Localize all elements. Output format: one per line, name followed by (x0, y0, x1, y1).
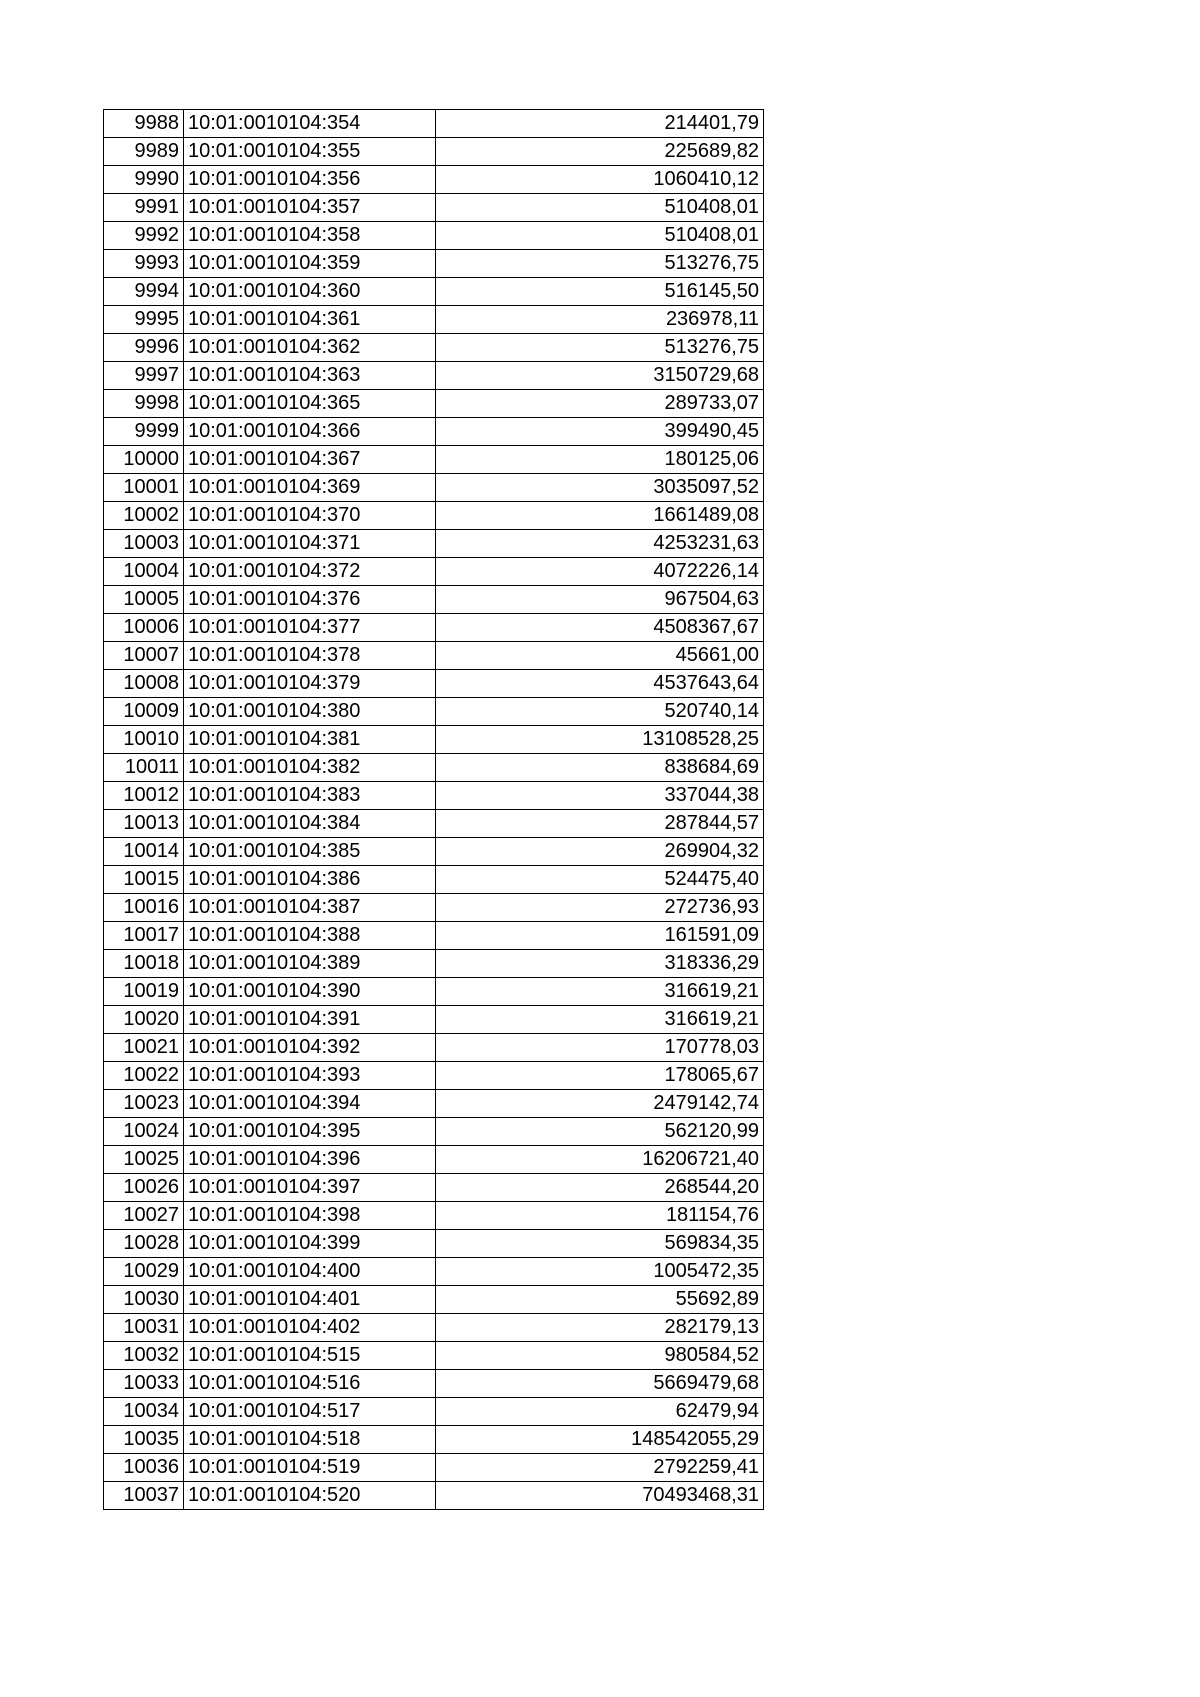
cadastral-number-cell: 10:01:0010104:354 (184, 110, 436, 138)
cadastral-number-cell: 10:01:0010104:396 (184, 1146, 436, 1174)
cadastral-value-cell: 569834,35 (436, 1230, 764, 1258)
table-row (104, 1006, 764, 1034)
cadastral-number-cell: 10:01:0010104:359 (184, 250, 436, 278)
row-number-cell: 10009 (104, 698, 184, 726)
table-row (104, 474, 764, 502)
cadastral-value-cell: 4537643,64 (436, 670, 764, 698)
row-number-cell: 10018 (104, 950, 184, 978)
cadastral-number-cell: 10:01:0010104:370 (184, 502, 436, 530)
table-row (104, 978, 764, 1006)
table-row (104, 1034, 764, 1062)
cadastral-value-cell: 513276,75 (436, 250, 764, 278)
cadastral-number-cell: 10:01:0010104:367 (184, 446, 436, 474)
cadastral-number-cell: 10:01:0010104:517 (184, 1398, 436, 1426)
table-row (104, 922, 764, 950)
cadastral-value-cell: 399490,45 (436, 418, 764, 446)
table-row (104, 166, 764, 194)
cadastral-number-cell: 10:01:0010104:519 (184, 1454, 436, 1482)
row-number-cell: 10021 (104, 1034, 184, 1062)
table-row (104, 670, 764, 698)
cadastral-value-cell: 318336,29 (436, 950, 764, 978)
row-number-cell: 10000 (104, 446, 184, 474)
cadastral-value-cell: 180125,06 (436, 446, 764, 474)
cadastral-value-cell: 178065,67 (436, 1062, 764, 1090)
table-row (104, 838, 764, 866)
row-number-cell: 10017 (104, 922, 184, 950)
table-row (104, 278, 764, 306)
table-row (104, 642, 764, 670)
cadastral-value-cell: 13108528,25 (436, 726, 764, 754)
cadastral-number-cell: 10:01:0010104:520 (184, 1482, 436, 1510)
cadastral-value-cell: 2479142,74 (436, 1090, 764, 1118)
cadastral-number-cell: 10:01:0010104:397 (184, 1174, 436, 1202)
row-number-cell: 10019 (104, 978, 184, 1006)
table-row (104, 1174, 764, 1202)
cadastral-value-cell: 225689,82 (436, 138, 764, 166)
cadastral-number-cell: 10:01:0010104:355 (184, 138, 436, 166)
table-row (104, 950, 764, 978)
cadastral-value-cell: 1005472,35 (436, 1258, 764, 1286)
cadastral-value-cell: 1661489,08 (436, 502, 764, 530)
cadastral-value-cell: 1060410,12 (436, 166, 764, 194)
row-number-cell: 9998 (104, 390, 184, 418)
cadastral-number-cell: 10:01:0010104:516 (184, 1370, 436, 1398)
cadastral-value-table (103, 109, 764, 1510)
cadastral-value-cell: 55692,89 (436, 1286, 764, 1314)
cadastral-number-cell: 10:01:0010104:391 (184, 1006, 436, 1034)
row-number-cell: 10010 (104, 726, 184, 754)
row-number-cell: 10006 (104, 614, 184, 642)
cadastral-number-cell: 10:01:0010104:388 (184, 922, 436, 950)
row-number-cell: 10029 (104, 1258, 184, 1286)
cadastral-value-cell: 516145,50 (436, 278, 764, 306)
table-row (104, 1202, 764, 1230)
table-row (104, 586, 764, 614)
cadastral-number-cell: 10:01:0010104:371 (184, 530, 436, 558)
row-number-cell: 10020 (104, 1006, 184, 1034)
row-number-cell: 9995 (104, 306, 184, 334)
cadastral-value-cell: 16206721,40 (436, 1146, 764, 1174)
cadastral-number-cell: 10:01:0010104:399 (184, 1230, 436, 1258)
cadastral-value-cell: 513276,75 (436, 334, 764, 362)
cadastral-number-cell: 10:01:0010104:378 (184, 642, 436, 670)
cadastral-value-cell: 316619,21 (436, 978, 764, 1006)
cadastral-number-cell: 10:01:0010104:515 (184, 1342, 436, 1370)
cadastral-number-cell: 10:01:0010104:381 (184, 726, 436, 754)
row-number-cell: 10003 (104, 530, 184, 558)
table-row (104, 1454, 764, 1482)
row-number-cell: 10032 (104, 1342, 184, 1370)
cadastral-number-cell: 10:01:0010104:365 (184, 390, 436, 418)
table-row (104, 1118, 764, 1146)
cadastral-number-cell: 10:01:0010104:362 (184, 334, 436, 362)
table-row (104, 1258, 764, 1286)
row-number-cell: 10031 (104, 1314, 184, 1342)
table-row (104, 418, 764, 446)
row-number-cell: 10012 (104, 782, 184, 810)
row-number-cell: 10008 (104, 670, 184, 698)
row-number-cell: 10036 (104, 1454, 184, 1482)
cadastral-number-cell: 10:01:0010104:401 (184, 1286, 436, 1314)
cadastral-value-cell: 181154,76 (436, 1202, 764, 1230)
cadastral-number-cell: 10:01:0010104:393 (184, 1062, 436, 1090)
cadastral-number-cell: 10:01:0010104:398 (184, 1202, 436, 1230)
cadastral-number-cell: 10:01:0010104:383 (184, 782, 436, 810)
cadastral-value-cell: 838684,69 (436, 754, 764, 782)
cadastral-number-cell: 10:01:0010104:389 (184, 950, 436, 978)
cadastral-number-cell: 10:01:0010104:376 (184, 586, 436, 614)
cadastral-value-cell: 62479,94 (436, 1398, 764, 1426)
cadastral-number-cell: 10:01:0010104:386 (184, 866, 436, 894)
row-number-cell: 10025 (104, 1146, 184, 1174)
cadastral-value-cell: 510408,01 (436, 222, 764, 250)
row-number-cell: 9999 (104, 418, 184, 446)
cadastral-value-cell: 5669479,68 (436, 1370, 764, 1398)
cadastral-value-cell: 4072226,14 (436, 558, 764, 586)
row-number-cell: 9991 (104, 194, 184, 222)
cadastral-number-cell: 10:01:0010104:363 (184, 362, 436, 390)
row-number-cell: 10007 (104, 642, 184, 670)
cadastral-value-cell: 520740,14 (436, 698, 764, 726)
table-row (104, 1286, 764, 1314)
cadastral-value-cell: 316619,21 (436, 1006, 764, 1034)
cadastral-value-cell: 4508367,67 (436, 614, 764, 642)
cadastral-value-cell: 337044,38 (436, 782, 764, 810)
table-row (104, 222, 764, 250)
row-number-cell: 10037 (104, 1482, 184, 1510)
cadastral-number-cell: 10:01:0010104:385 (184, 838, 436, 866)
row-number-cell: 10033 (104, 1370, 184, 1398)
cadastral-value-cell: 4253231,63 (436, 530, 764, 558)
row-number-cell: 9990 (104, 166, 184, 194)
cadastral-value-cell: 3150729,68 (436, 362, 764, 390)
table-row (104, 306, 764, 334)
table-row (104, 446, 764, 474)
row-number-cell: 10030 (104, 1286, 184, 1314)
row-number-cell: 10024 (104, 1118, 184, 1146)
table-row (104, 810, 764, 838)
cadastral-value-cell: 45661,00 (436, 642, 764, 670)
row-number-cell: 9996 (104, 334, 184, 362)
row-number-cell: 10014 (104, 838, 184, 866)
cadastral-value-cell: 269904,32 (436, 838, 764, 866)
row-number-cell: 9988 (104, 110, 184, 138)
cadastral-value-cell: 282179,13 (436, 1314, 764, 1342)
table-row (104, 1146, 764, 1174)
table-row (104, 1342, 764, 1370)
table-row (104, 698, 764, 726)
cadastral-value-cell: 562120,99 (436, 1118, 764, 1146)
cadastral-number-cell: 10:01:0010104:361 (184, 306, 436, 334)
row-number-cell: 9992 (104, 222, 184, 250)
cadastral-value-cell: 170778,03 (436, 1034, 764, 1062)
table-body (104, 110, 764, 1510)
row-number-cell: 9993 (104, 250, 184, 278)
cadastral-value-cell: 214401,79 (436, 110, 764, 138)
cadastral-number-cell: 10:01:0010104:369 (184, 474, 436, 502)
table-row (104, 1230, 764, 1258)
row-number-cell: 10028 (104, 1230, 184, 1258)
table-row (104, 1314, 764, 1342)
row-number-cell: 10001 (104, 474, 184, 502)
table-row (104, 1090, 764, 1118)
cadastral-number-cell: 10:01:0010104:360 (184, 278, 436, 306)
cadastral-value-cell: 268544,20 (436, 1174, 764, 1202)
table-row (104, 1062, 764, 1090)
cadastral-value-cell: 524475,40 (436, 866, 764, 894)
row-number-cell: 10013 (104, 810, 184, 838)
cadastral-number-cell: 10:01:0010104:380 (184, 698, 436, 726)
row-number-cell: 10027 (104, 1202, 184, 1230)
table-row (104, 390, 764, 418)
table-row (104, 194, 764, 222)
cadastral-number-cell: 10:01:0010104:392 (184, 1034, 436, 1062)
table-row (104, 754, 764, 782)
cadastral-value-cell: 287844,57 (436, 810, 764, 838)
cadastral-number-cell: 10:01:0010104:390 (184, 978, 436, 1006)
table-row (104, 362, 764, 390)
table-row (104, 614, 764, 642)
cadastral-number-cell: 10:01:0010104:518 (184, 1426, 436, 1454)
cadastral-value-cell: 272736,93 (436, 894, 764, 922)
row-number-cell: 9997 (104, 362, 184, 390)
cadastral-value-cell: 967504,63 (436, 586, 764, 614)
row-number-cell: 10015 (104, 866, 184, 894)
row-number-cell: 10023 (104, 1090, 184, 1118)
cadastral-number-cell: 10:01:0010104:372 (184, 558, 436, 586)
row-number-cell: 10035 (104, 1426, 184, 1454)
cadastral-number-cell: 10:01:0010104:379 (184, 670, 436, 698)
row-number-cell: 10016 (104, 894, 184, 922)
cadastral-number-cell: 10:01:0010104:394 (184, 1090, 436, 1118)
cadastral-number-cell: 10:01:0010104:377 (184, 614, 436, 642)
table-row (104, 1370, 764, 1398)
cadastral-number-cell: 10:01:0010104:382 (184, 754, 436, 782)
table-row (104, 726, 764, 754)
cadastral-number-cell: 10:01:0010104:402 (184, 1314, 436, 1342)
cadastral-value-cell: 70493468,31 (436, 1482, 764, 1510)
cadastral-number-cell: 10:01:0010104:357 (184, 194, 436, 222)
row-number-cell: 10034 (104, 1398, 184, 1426)
row-number-cell: 10026 (104, 1174, 184, 1202)
cadastral-number-cell: 10:01:0010104:387 (184, 894, 436, 922)
table-row (104, 138, 764, 166)
row-number-cell: 10005 (104, 586, 184, 614)
cadastral-value-cell: 3035097,52 (436, 474, 764, 502)
table-row (104, 334, 764, 362)
cadastral-number-cell: 10:01:0010104:366 (184, 418, 436, 446)
table-row (104, 782, 764, 810)
cadastral-value-cell: 161591,09 (436, 922, 764, 950)
cadastral-value-cell: 980584,52 (436, 1342, 764, 1370)
cadastral-number-cell: 10:01:0010104:356 (184, 166, 436, 194)
table-row (104, 894, 764, 922)
table-row (104, 558, 764, 586)
table-row (104, 530, 764, 558)
table-row (104, 110, 764, 138)
cadastral-number-cell: 10:01:0010104:358 (184, 222, 436, 250)
row-number-cell: 10022 (104, 1062, 184, 1090)
cadastral-value-cell: 289733,07 (436, 390, 764, 418)
cadastral-value-cell: 2792259,41 (436, 1454, 764, 1482)
table-row (104, 1426, 764, 1454)
table-row (104, 250, 764, 278)
cadastral-value-cell: 236978,11 (436, 306, 764, 334)
cadastral-number-cell: 10:01:0010104:384 (184, 810, 436, 838)
table-row (104, 1482, 764, 1510)
table-row (104, 866, 764, 894)
cadastral-value-cell: 510408,01 (436, 194, 764, 222)
row-number-cell: 9989 (104, 138, 184, 166)
row-number-cell: 9994 (104, 278, 184, 306)
row-number-cell: 10011 (104, 754, 184, 782)
row-number-cell: 10002 (104, 502, 184, 530)
cadastral-value-cell: 148542055,29 (436, 1426, 764, 1454)
cadastral-number-cell: 10:01:0010104:395 (184, 1118, 436, 1146)
table-row (104, 502, 764, 530)
row-number-cell: 10004 (104, 558, 184, 586)
cadastral-number-cell: 10:01:0010104:400 (184, 1258, 436, 1286)
table-row (104, 1398, 764, 1426)
